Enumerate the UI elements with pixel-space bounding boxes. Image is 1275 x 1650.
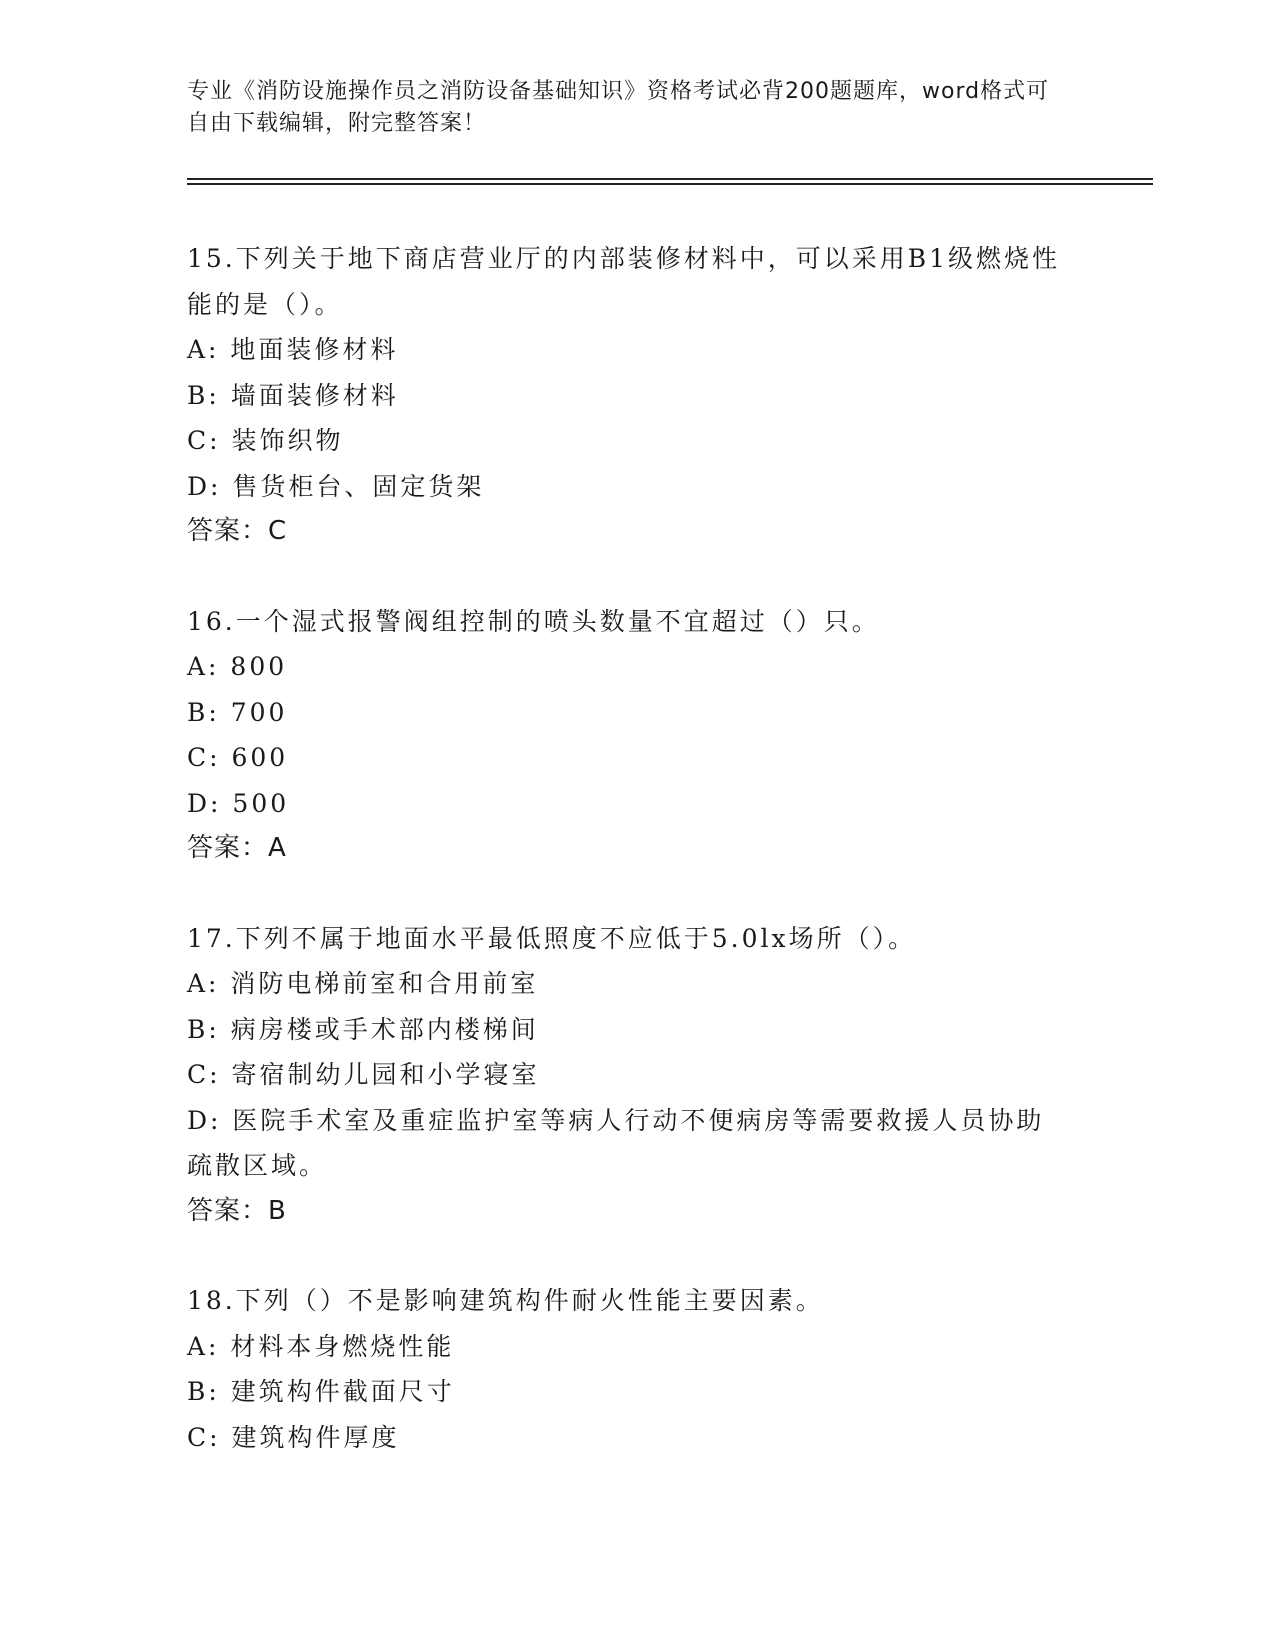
question-list: [187, 236, 1067, 1504]
document-header: 专业《消防设施操作员之消防设备基础知识》资格考试必背200题题库，word格式可自由下载编辑，附完整答案！: [187, 79, 1050, 136]
option-c: C: 装饰织物: [187, 426, 344, 455]
option-c: C: 建筑构件厚度: [187, 1422, 400, 1452]
question-stem: 18.下列（）不是影响建筑构件耐火性能主要因素。: [187, 1286, 824, 1315]
option-a: A: 800: [187, 652, 288, 681]
option-c: C: 寄宿制幼儿园和小学寝室: [187, 1060, 540, 1089]
question-stem: 15.下列关于地下商店营业厅的内部装修材料中，可以采用B1级燃烧性能的是（）。: [187, 244, 1061, 319]
question-stem: 17.下列不属于地面水平最低照度不应低于5.0lx场所（）。: [187, 923, 917, 953]
option-b: B: 墙面装修材料: [187, 380, 399, 410]
option-a: A: 材料本身燃烧性能: [187, 1331, 455, 1361]
option-d: D: 售货柜台、固定货架: [187, 471, 485, 501]
option-b: B: 700: [187, 697, 288, 727]
option-a: A: 地面装修材料: [187, 335, 399, 364]
option-d: D: 医院手术室及重症监护室等病人行动不便病房等需要救援人员协助疏散区域。: [187, 1105, 1045, 1180]
header-divider-bottom: [187, 183, 1153, 185]
option-a: A: 消防电梯前室和合用前室: [187, 969, 539, 998]
question-16: [187, 599, 1067, 872]
header-divider-top: [187, 178, 1153, 180]
answer-line: 答案：B: [187, 1195, 287, 1226]
option-c: C: 600: [187, 743, 289, 772]
option-d: D: 500: [187, 788, 290, 818]
question-15: [187, 236, 1067, 555]
answer-line: 答案：A: [187, 833, 287, 863]
question-17: [187, 916, 1067, 1235]
option-b: B: 病房楼或手术部内楼梯间: [187, 1014, 539, 1044]
option-b: B: 建筑构件截面尺寸: [187, 1377, 455, 1406]
answer-line: 答案：C: [187, 516, 288, 546]
question-18: [187, 1278, 1067, 1460]
question-stem: 16.一个湿式报警阀组控制的喷头数量不宜超过（）只。: [187, 606, 880, 636]
